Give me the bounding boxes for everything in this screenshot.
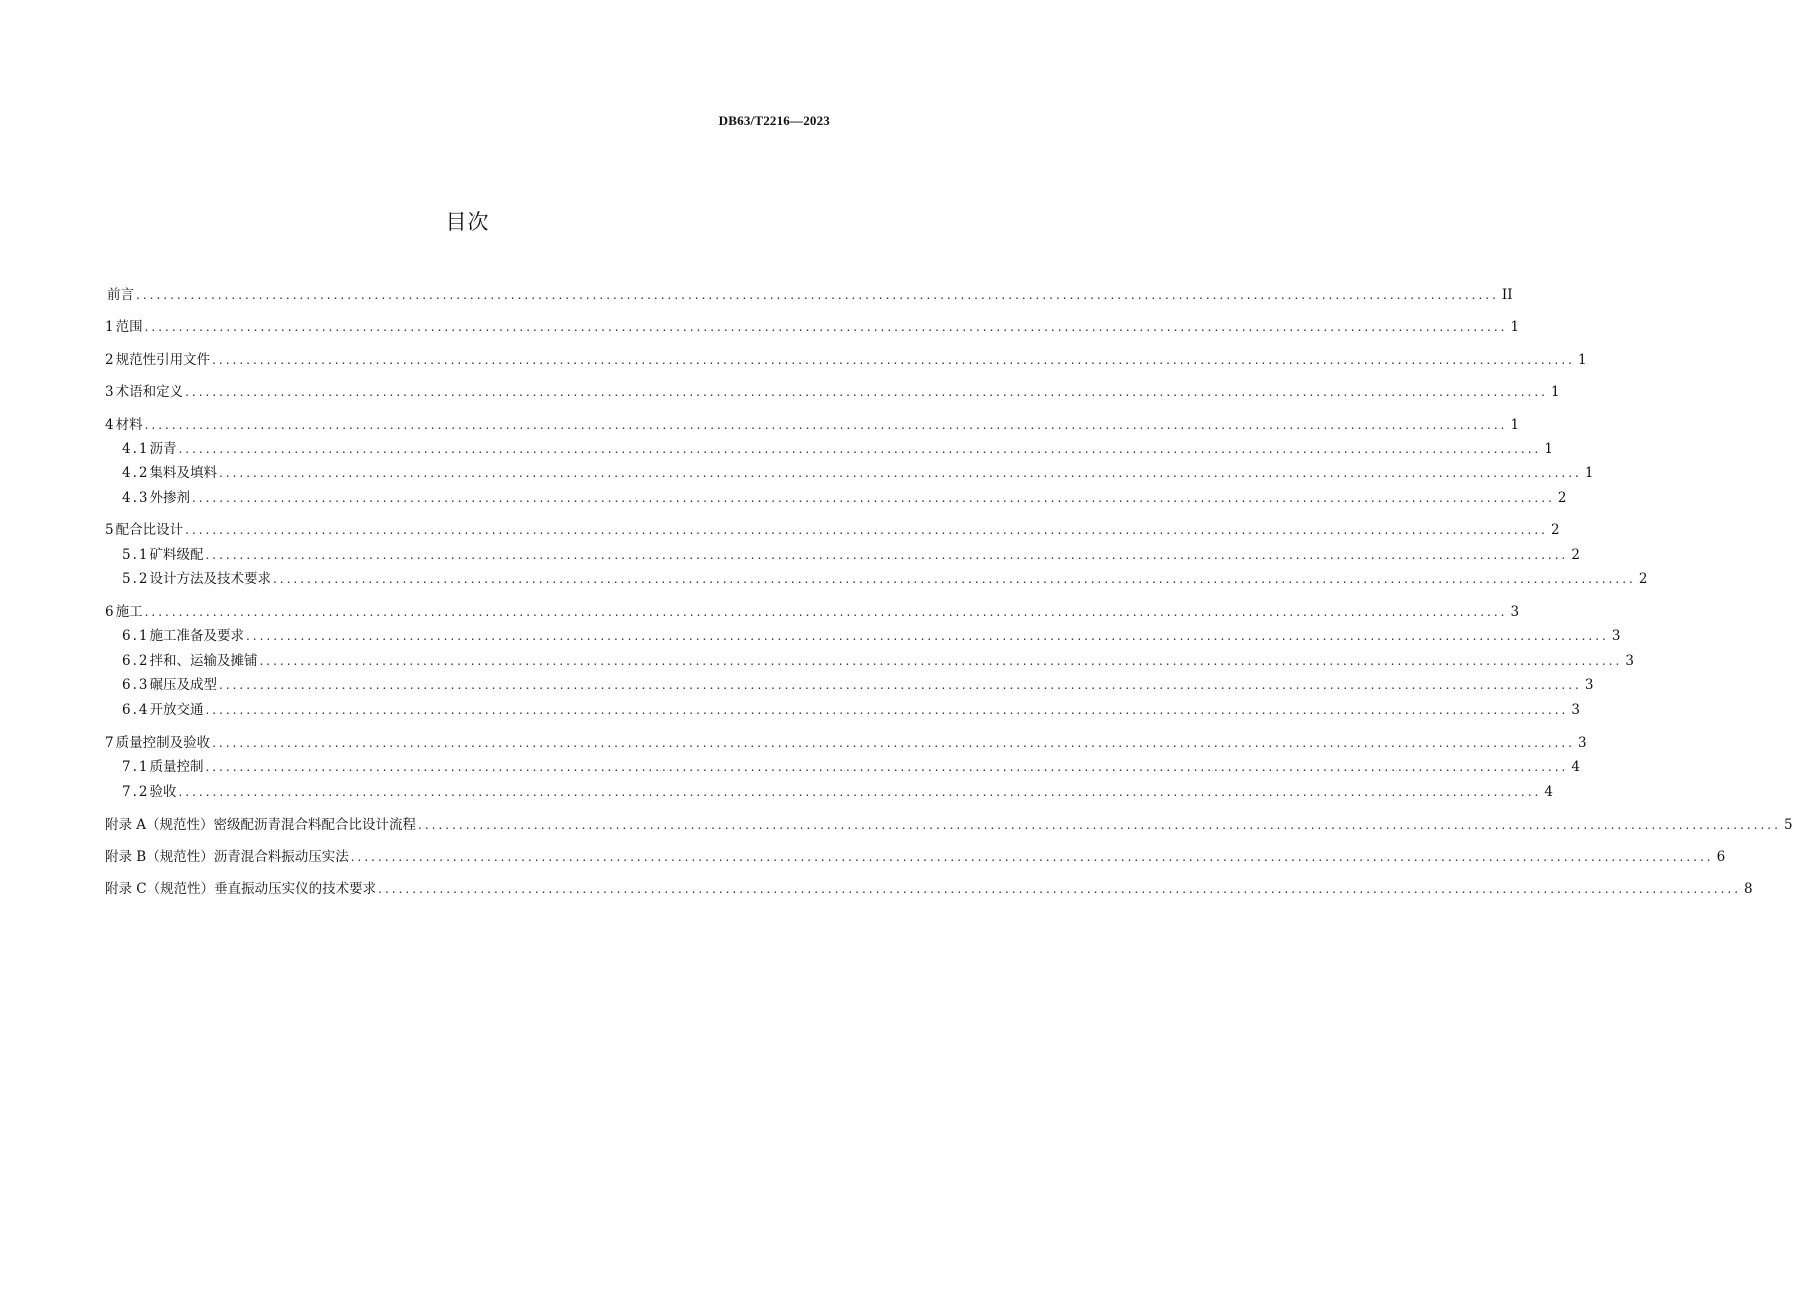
toc-entry-page: 3 <box>1577 735 1587 751</box>
toc-dot-leader: ........................................................................................................................................................................................................ <box>205 548 1569 562</box>
toc-dot-leader: ........................................................................................................................................................................................................ <box>212 353 1575 367</box>
toc-dot-leader: ........................................................................................................................................................................................................ <box>144 418 1508 432</box>
toc-entry-page: 1 <box>1510 319 1520 335</box>
toc-entry-label: 材料 <box>115 417 143 433</box>
toc-entry-number: 1 <box>105 319 114 335</box>
toc-entry-number: 4.2 <box>122 465 150 481</box>
toc-entry-page: 4 <box>1544 784 1553 800</box>
toc-entry-label: 集料及填料 <box>149 465 217 481</box>
toc-entry-number: 6.2 <box>122 653 150 669</box>
toc-entry-number: 4 <box>105 417 114 433</box>
toc-entry-label: 设计方法及技术要求 <box>149 571 271 587</box>
toc-entry-page: 8 <box>1744 881 1753 897</box>
toc-entry[interactable] <box>122 650 1634 672</box>
toc-entry-page: 1 <box>1544 441 1553 457</box>
toc-dot-leader: ........................................................................................................................................................................................................ <box>378 882 1742 896</box>
toc-entry[interactable] <box>122 781 1553 803</box>
toc-entry-label: 施工 <box>115 604 143 620</box>
toc-entry[interactable] <box>105 381 1560 403</box>
toc-entry-page: 1 <box>1550 384 1560 400</box>
toc-entry-page: 3 <box>1584 677 1594 693</box>
toc-entry-label: 验收 <box>149 784 177 800</box>
toc-entry[interactable] <box>105 846 1726 868</box>
toc-entry-label: （规范性）密级配沥青混合料配合比设计流程 <box>146 817 417 833</box>
toc-entry-number: 6.3 <box>122 677 150 693</box>
toc-entry[interactable] <box>122 462 1594 484</box>
toc-entry-number: 2 <box>105 352 114 368</box>
standard-code: DB63/T2216—2023 <box>718 113 830 128</box>
toc-entry-label: 质量控制及验收 <box>115 735 211 751</box>
toc-entry[interactable] <box>105 284 1513 306</box>
toc-entry-page: 2 <box>1557 490 1567 506</box>
toc-entry[interactable] <box>105 601 1520 623</box>
toc-dot-leader: ........................................................................................................................................................................................................ <box>418 818 1781 832</box>
toc-entry[interactable] <box>105 414 1520 436</box>
toc-entry-number: 5 <box>105 522 114 538</box>
toc-entry-number: 7.1 <box>122 759 150 775</box>
toc-dot-leader: ........................................................................................................................................................................................................ <box>245 629 1609 643</box>
toc-entry-page: 1 <box>1584 465 1594 481</box>
toc-entry[interactable] <box>105 878 1753 900</box>
toc-entry-number: 6 <box>105 604 114 620</box>
toc-entry-label: 外掺剂 <box>149 490 190 506</box>
toc-entry-number: 6.1 <box>122 628 150 644</box>
toc-entry-label: 沥青 <box>149 441 177 457</box>
toc-entry[interactable] <box>122 756 1580 778</box>
toc-dot-leader: ........................................................................................................................................................................................................ <box>205 703 1569 717</box>
toc-entry-number: 附录 A <box>105 817 147 833</box>
toc-entry-label: 前言 <box>107 287 134 303</box>
toc-dot-leader: ........................................................................................................................................................................................................ <box>144 320 1508 334</box>
toc-entry-number: 5.1 <box>122 547 150 563</box>
toc-entry[interactable] <box>105 732 1587 754</box>
toc-entry-label: 施工准备及要求 <box>149 628 244 644</box>
toc-entry-number: 7 <box>105 735 114 751</box>
toc-dot-leader: ........................................................................................................................................................................................................ <box>185 523 1548 537</box>
toc-dot-leader: ........................................................................................................................................................................................................ <box>191 491 1555 505</box>
toc-entry-page: 3 <box>1625 653 1634 669</box>
toc-dot-leader: ........................................................................................................................................................................................................ <box>185 385 1548 399</box>
toc-entry[interactable] <box>105 814 1793 836</box>
toc-dot-leader: ........................................................................................................................................................................................................ <box>259 654 1623 668</box>
toc-entry-page: 1 <box>1577 352 1587 368</box>
toc-entry-label: 范围 <box>115 319 143 335</box>
toc-entry-page: 2 <box>1571 547 1580 563</box>
toc-entry-page: 5 <box>1783 817 1793 833</box>
toc-entry-page: II <box>1501 287 1513 303</box>
toc-entry-number: 附录 B <box>105 849 147 865</box>
toc-entry-label: 开放交通 <box>149 702 204 718</box>
toc-entry[interactable] <box>105 349 1587 371</box>
toc-entry-number: 6.4 <box>122 702 150 718</box>
toc-entry-page: 3 <box>1510 604 1520 620</box>
toc-entry-label: 拌和、运输及摊铺 <box>149 653 258 669</box>
toc-dot-leader: ........................................................................................................................................................................................................ <box>272 572 1636 586</box>
toc-entry-page: 1 <box>1510 417 1520 433</box>
toc-entry-number: 3 <box>105 384 114 400</box>
toc-entry-label: 矿料级配 <box>149 547 204 563</box>
toc-entry[interactable] <box>122 568 1648 590</box>
toc-dot-leader: ........................................................................................................................................................................................................ <box>205 760 1569 774</box>
toc-dot-leader: ........................................................................................................................................................................................................ <box>178 442 1542 456</box>
toc-entry-number: 7.2 <box>122 784 150 800</box>
toc-dot-leader: ........................................................................................................................................................................................................ <box>144 605 1508 619</box>
toc-entry-label: 碾压及成型 <box>149 677 217 693</box>
toc-entry-number: 4.3 <box>122 490 150 506</box>
toc-entry[interactable] <box>122 699 1580 721</box>
toc-entry-label: 质量控制 <box>149 759 204 775</box>
toc-dot-leader: ........................................................................................................................................................................................................ <box>218 466 1582 480</box>
toc-entry[interactable] <box>122 487 1567 509</box>
toc-dot-leader: ........................................................................................................................................................................................................ <box>350 850 1714 864</box>
toc-entry[interactable] <box>122 674 1594 696</box>
toc-entry[interactable] <box>122 438 1553 460</box>
toc-entry-number: 5.2 <box>122 571 150 587</box>
toc-entry-label: 术语和定义 <box>115 384 184 400</box>
toc-entry-page: 2 <box>1638 571 1648 587</box>
toc-dot-leader: ........................................................................................................................................................................................................ <box>178 785 1542 799</box>
toc-entry-number: 附录 C <box>105 881 147 897</box>
toc-entry[interactable] <box>122 625 1621 647</box>
toc-entry-label: 配合比设计 <box>115 522 184 538</box>
toc-entry-page: 2 <box>1550 522 1560 538</box>
toc-dot-leader: ........................................................................................................................................................................................................ <box>212 736 1575 750</box>
toc-entry[interactable] <box>105 316 1520 338</box>
toc-entry[interactable] <box>105 519 1560 541</box>
page-title: 目次 <box>445 210 490 234</box>
toc-entry-page: 4 <box>1571 759 1580 775</box>
toc-dot-leader: ........................................................................................................................................................................................................ <box>136 288 1499 302</box>
toc-entry-number: 4.1 <box>122 441 150 457</box>
toc-entry-label: （规范性）垂直振动压实仪的技术要求 <box>146 881 377 897</box>
toc-entry-label: （规范性）沥青混合料振动压实法 <box>146 849 349 865</box>
toc-dot-leader: ........................................................................................................................................................................................................ <box>218 678 1582 692</box>
toc-entry[interactable] <box>122 544 1580 566</box>
toc-entry-page: 6 <box>1716 849 1726 865</box>
toc-entry-page: 3 <box>1611 628 1621 644</box>
toc-entry-page: 3 <box>1571 702 1580 718</box>
toc-entry-label: 规范性引用文件 <box>115 352 211 368</box>
